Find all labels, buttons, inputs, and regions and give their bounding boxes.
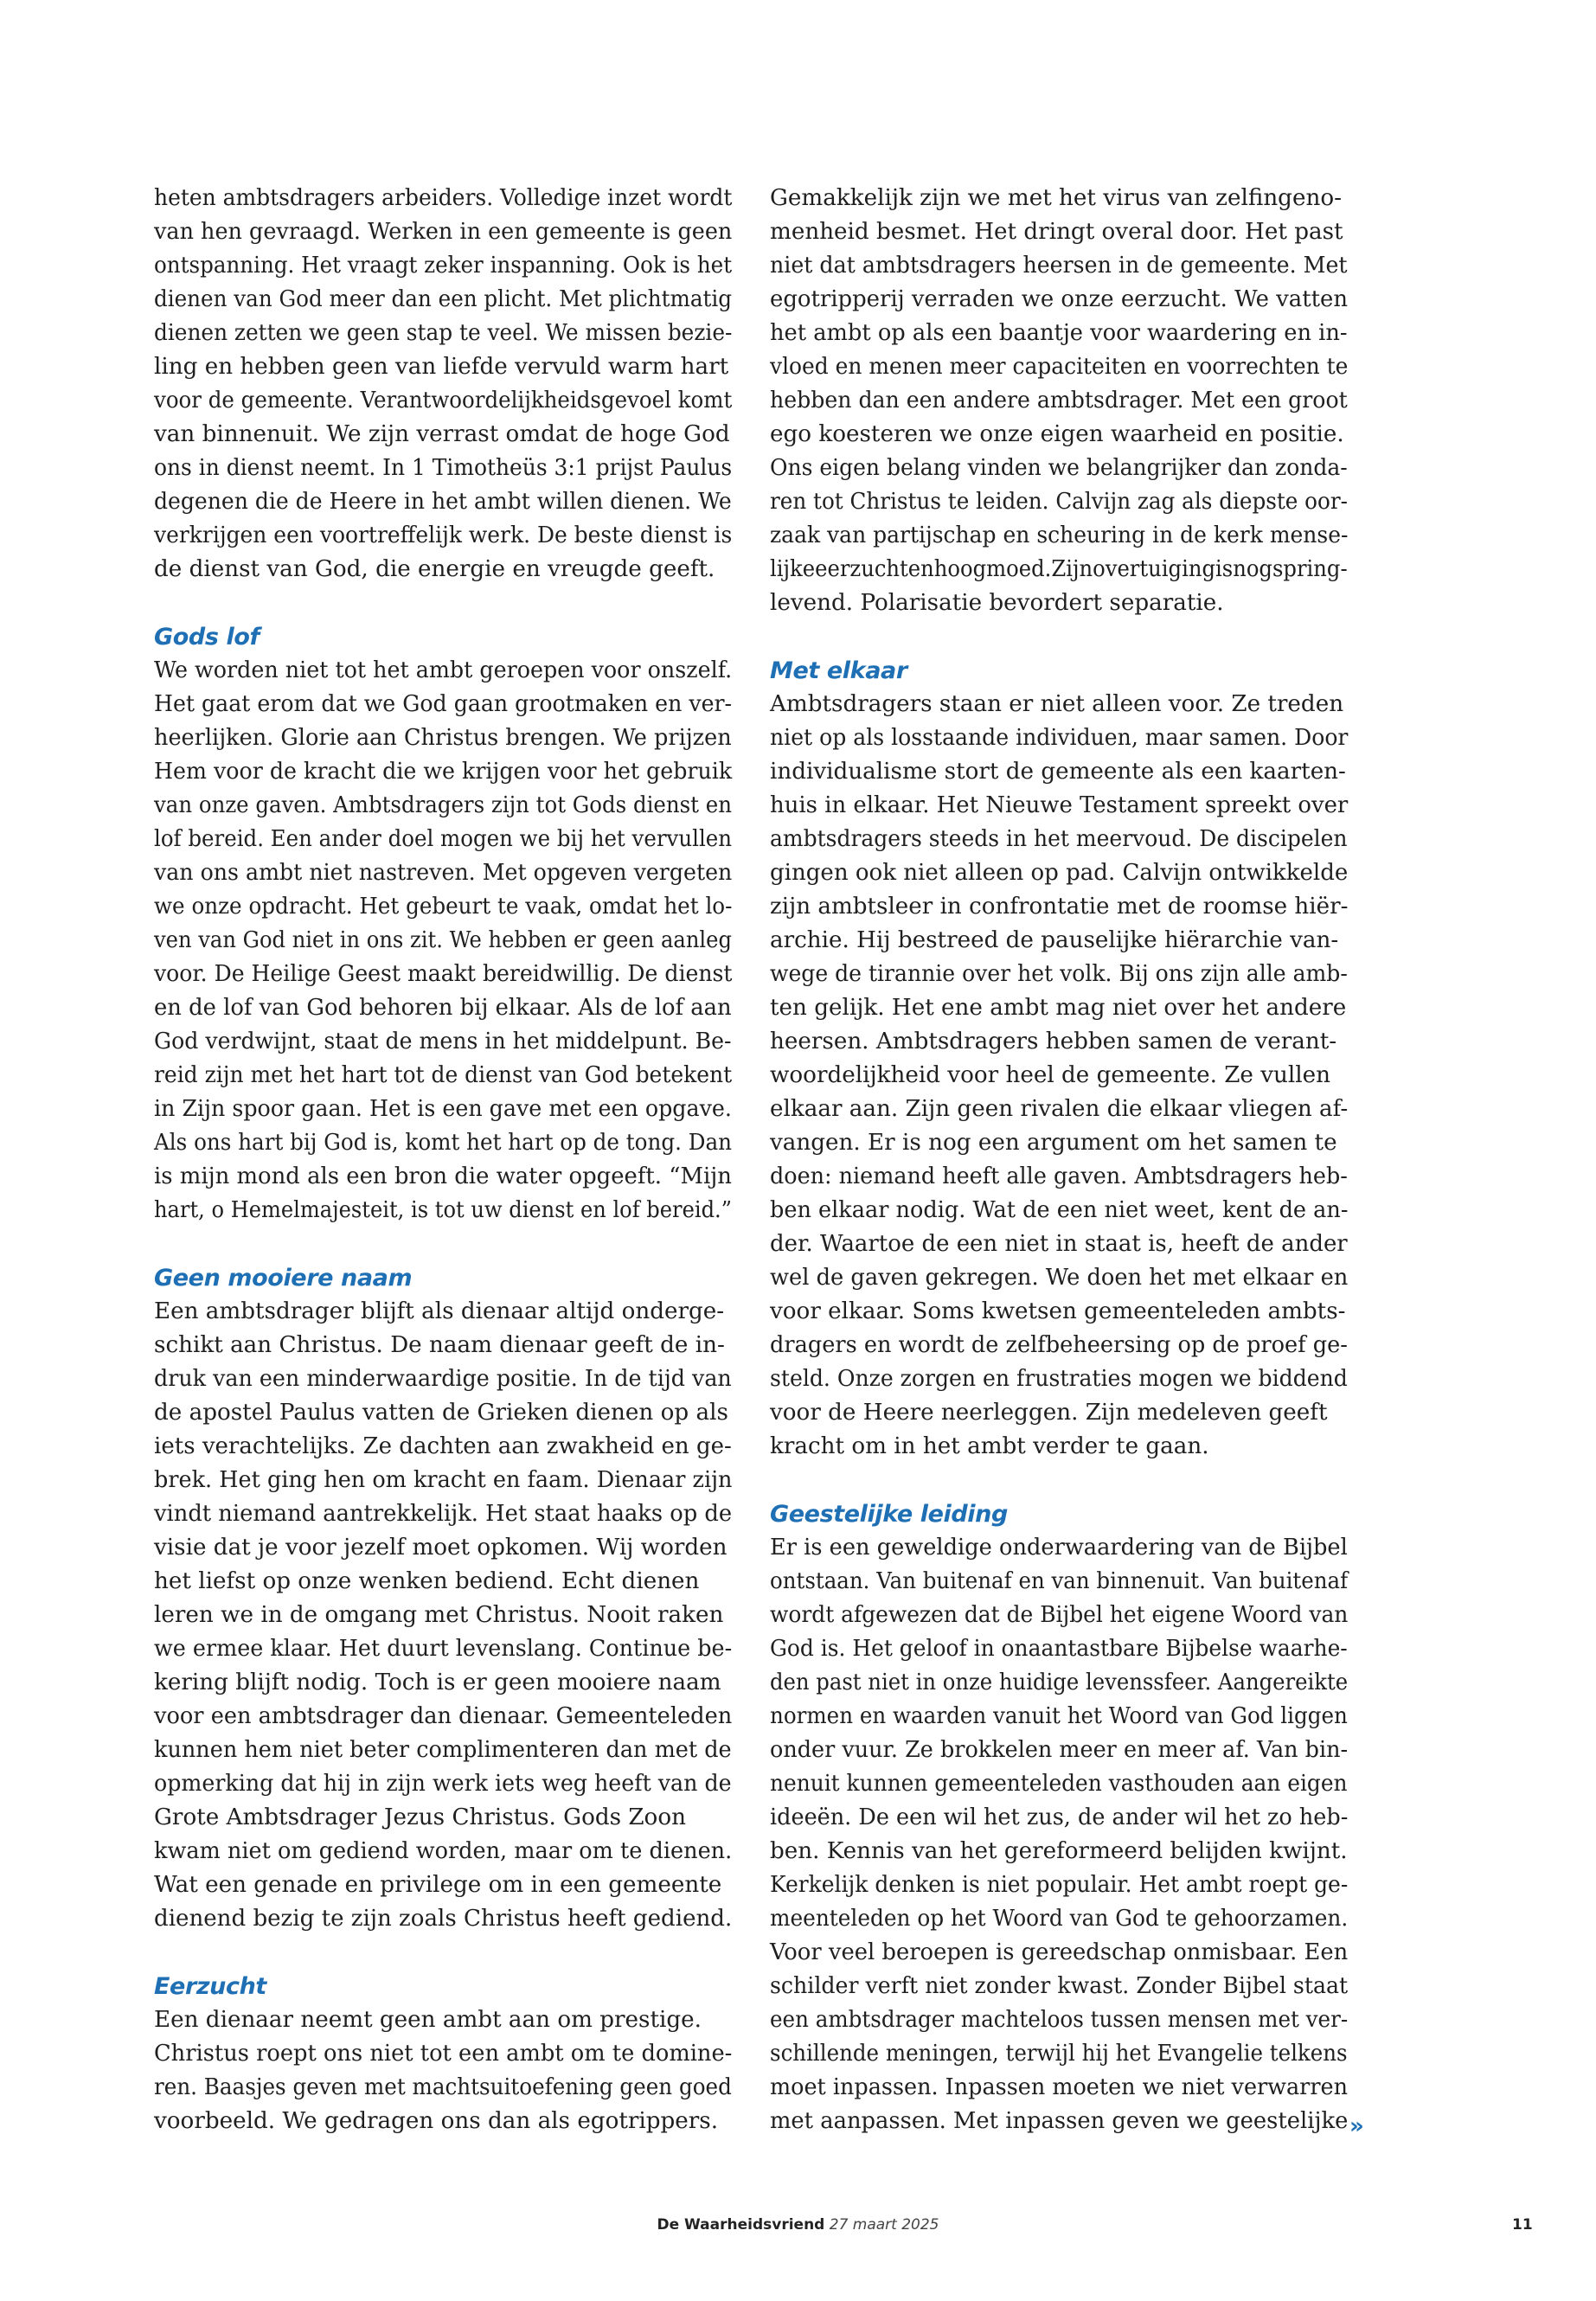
text-line: voorbeeld. We gedragen ons dan als egotrippers. (154, 2108, 719, 2134)
text-line: den past niet in onze huidige levenssfeer. Aangereikte (770, 1670, 1349, 1695)
right-column (770, 182, 1348, 2138)
text-line: archie. Hij bestreed de pauselijke hiërarchie van- (770, 927, 1339, 953)
text-line: der. Waartoe de een niet in staat is, heeft de ander (770, 1231, 1348, 1257)
paragraph (154, 654, 732, 1227)
paragraph (154, 182, 732, 586)
text-line: brek. Het ging hen om kracht en faam. Dienaar zijn (154, 1467, 733, 1493)
text-line: Wat een genade en privilege om in een gemeente (154, 1872, 722, 1898)
text-line: normen en waarden vanuit het Woord van God liggen (770, 1703, 1348, 1729)
text-line: Gemakkelijk zijn we met het virus van zelfingeno- (770, 185, 1342, 211)
text-line: de apostel Paulus vatten de Grieken dienen op als (154, 1400, 728, 1426)
text-line: God is. Het geloof in onaantastbare Bijbelse waarhe- (770, 1636, 1348, 1662)
text-line: ven van God niet in ons zit. We hebben er geen aanleg (154, 927, 732, 953)
text-line: voor een ambtsdrager dan dienaar. Gemeenteleden (154, 1703, 733, 1729)
text-line: visie dat je voor jezelf moet opkomen. Wij worden (154, 1535, 727, 1561)
text-line: opmerking dat hij in zijn werk iets weg heeft van de (154, 1771, 732, 1797)
paragraph (154, 2003, 732, 2138)
text-line: dragers en wordt de zelfbeheersing op de proef ge- (770, 1332, 1348, 1358)
text-line: zijn ambtsleer in confrontatie met de roomse hiër- (770, 894, 1349, 920)
paragraph (770, 182, 1348, 620)
text-line: de dienst van God, die energie en vreugde geeft. (154, 556, 715, 582)
text-line: ren. Baasjes geven met machtsuitoefening geen goed (154, 2074, 732, 2100)
text-line: we onze opdracht. Het gebeurt te vaak, omdat het lo- (154, 894, 733, 920)
text-line: Een dienaar neemt geen ambt aan om prestige. (154, 2007, 702, 2033)
text-line: in Zijn spoor gaan. Het is een gave met een opgave. (154, 1096, 732, 1122)
text-line: ideeën. De een wil het zus, de ander wil het zo heb- (770, 1804, 1349, 1830)
text-line: voor de Heere neerleggen. Zijn medeleven geeft (770, 1400, 1328, 1426)
text-line: Grote Ambtsdrager Jezus Christus. Gods Zoon (154, 1804, 686, 1830)
text-line: Het gaat erom dat we God gaan grootmaken en ver- (154, 691, 733, 717)
text-line: ambtsdragers steeds in het meervoud. De discipelen (770, 826, 1348, 852)
text-line: Christus roept ons niet tot een ambt om te domine- (154, 2041, 733, 2067)
text-line: Er is een geweldige onderwaardering van de Bijbel (770, 1535, 1348, 1561)
text-line: iets verachtelijks. Ze dachten aan zwakheid en ge- (154, 1433, 732, 1459)
text-line: woordelijkheid voor heel de gemeente. Ze vullen (770, 1062, 1331, 1088)
page-footer (0, 2216, 1596, 2234)
text-line: steld. Onze zorgen en frustraties mogen we biddend (770, 1366, 1348, 1392)
paragraph (770, 1531, 1348, 2138)
text-line: Als ons hart bij God is, komt het hart op de tong. Dan (154, 1130, 732, 1156)
text-line: verkrijgen een voortreffelijk werk. De beste dienst is (154, 522, 733, 548)
left-column (154, 182, 732, 2138)
text-line: hart, o Hemelmajesteit, is tot uw dienst en lof bereid.” (154, 1197, 733, 1223)
paragraph (770, 688, 1348, 1464)
text-line: heten ambtsdragers arbeiders. Volledige inzet wordt (154, 185, 733, 211)
text-line: vloed en menen meer capaciteiten en voorrechten te (770, 354, 1349, 380)
text-line: zaak van partijschap en scheuring in de kerk mense- (770, 522, 1349, 548)
text-line: heerlijken. Glorie aan Christus brengen. We prijzen (154, 725, 732, 751)
text-line: ben elkaar nodig. Wat de een niet weet, kent de an- (770, 1197, 1349, 1223)
text-line: Kerkelijk denken is niet populair. Het ambt roept ge- (770, 1872, 1349, 1898)
text-line: dienen van God meer dan een plicht. Met plichtmatig (154, 286, 733, 312)
text-line: Ambtsdragers staan er niet alleen voor. Ze treden (770, 691, 1344, 717)
text-line: lijkeeerzuchtenhoogmoed.Zijnovertuigingisnogspring- (770, 556, 1348, 582)
text-line: een ambtsdrager machteloos tussen mensen met ver- (770, 2007, 1349, 2033)
text-line: Hem voor de kracht die we krijgen voor het gebruik (154, 759, 733, 785)
magazine-title: De Waarheidsvriend (657, 2216, 825, 2234)
text-line: ontspanning. Het vraagt zeker inspanning. Ook is het (154, 253, 733, 279)
text-line: ling en hebben geen van liefde vervuld warm hart (154, 354, 729, 380)
text-line: schilder verft niet zonder kwast. Zonder Bijbel staat (770, 1973, 1349, 1999)
paragraph (154, 1295, 732, 1936)
text-line: moet inpassen. Inpassen moeten we niet verwarren (770, 2074, 1348, 2100)
text-line: niet dat ambtsdragers heersen in de gemeente. Met (770, 253, 1348, 279)
text-line: wordt afgewezen dat de Bijbel het eigene Woord van (770, 1602, 1349, 1628)
text-line: van onze gaven. Ambtsdragers zijn tot Gods dienst en (154, 792, 732, 818)
text-line: menheid besmet. Het dringt overal door. Het past (770, 219, 1343, 245)
text-line: levend. Polarisatie bevordert separatie. (770, 590, 1224, 616)
text-line: ten gelijk. Het ene ambt mag niet over het andere (770, 995, 1347, 1021)
text-line: huis in elkaar. Het Nieuwe Testament spreekt over (770, 792, 1349, 818)
text-line: dienend bezig te zijn zoals Christus heeft gediend. (154, 1906, 733, 1932)
text-line: ego koesteren we onze eigen waarheid en positie. (770, 421, 1344, 447)
text-line: Ons eigen belang vinden we belangrijker dan zonda- (770, 455, 1348, 481)
text-line: is mijn mond als een bron die water opgeeft. “Mijn (154, 1163, 732, 1189)
text-line: vangen. Er is nog een argument om het samen te (770, 1130, 1337, 1156)
text-line: leren we in de omgang met Christus. Nooit raken (154, 1602, 724, 1628)
text-line: het liefst op onze wenken bediend. Echt dienen (154, 1568, 700, 1594)
text-line: voor de gemeente. Verantwoordelijkheidsgevoel komt (154, 388, 733, 413)
text-line: lof bereid. Een ander doel mogen we bij het vervullen (154, 826, 733, 852)
text-line: onder vuur. Ze brokkelen meer en meer af. Van bin- (770, 1737, 1349, 1763)
text-line: kracht om in het ambt verder te gaan. (770, 1433, 1209, 1459)
text-line: niet op als losstaande individuen, maar samen. Door (770, 725, 1349, 751)
text-line: ons in dienst neemt. In 1 Timotheüs 3:1 prijst Paulus (154, 455, 733, 481)
text-line: degenen die de Heere in het ambt willen dienen. We (154, 489, 732, 515)
text-line: individualisme stort de gemeente als een kaarten- (770, 759, 1346, 785)
text-line: wege de tirannie over het volk. Bij ons zijn alle amb- (770, 961, 1348, 987)
text-line: ren tot Christus te leiden. Calvijn zag als diepste oor- (770, 489, 1348, 515)
text-line: en de lof van God behoren bij elkaar. Als de lof aan (154, 995, 732, 1021)
text-line: van binnenuit. We zijn verrast omdat de hoge God (154, 421, 730, 447)
text-line: meenteleden op het Woord van God te gehoorzamen. (770, 1906, 1349, 1932)
text-line: egotripperij verraden we onze eerzucht. We vatten (770, 286, 1348, 312)
text-line: kunnen hem niet beter complimenteren dan met de (154, 1737, 732, 1763)
section-heading: Eerzucht (154, 1973, 266, 2000)
section-heading: Gods lof (154, 624, 260, 651)
text-line: voor elkaar. Soms kwetsen gemeenteleden ambts- (770, 1298, 1346, 1324)
text-line: kwam niet om gediend worden, maar om te dienen. (154, 1838, 733, 1864)
text-line: God verdwijnt, staat de mens in het middelpunt. Be- (154, 1029, 732, 1054)
issue-date: 27 maart 2025 (829, 2216, 939, 2234)
text-line: We worden niet tot het ambt geroepen voor onszelf. (154, 657, 733, 683)
text-line: vindt niemand aantrekkelijk. Het staat haaks op de (154, 1501, 733, 1527)
continue-arrow-icon: » (1349, 2113, 1364, 2139)
text-line: schillende meningen, terwijl hij het Evangelie telkens (770, 2041, 1348, 2067)
text-line: ben. Kennis van het gereformeerd belijden kwijnt. (770, 1838, 1348, 1864)
text-line: reid zijn met het hart tot de dienst van God betekent (154, 1062, 733, 1088)
text-line: we ermee klaar. Het duurt levenslang. Continue be- (154, 1636, 733, 1662)
text-line: druk van een minderwaardige positie. In de tijd van (154, 1366, 732, 1392)
text-line: het ambt op als een baantje voor waardering en in- (770, 320, 1348, 346)
text-line: hebben dan een andere ambtsdrager. Met een groot (770, 388, 1348, 413)
text-line: doen: niemand heeft alle gaven. Ambtsdragers heb- (770, 1163, 1348, 1189)
text-line: schikt aan Christus. De naam dienaar geeft de in- (154, 1332, 725, 1358)
text-line: van ons ambt niet nastreven. Met opgeven vergeten (154, 860, 733, 886)
text-line: wel de gaven gekregen. We doen het met elkaar en (770, 1265, 1349, 1291)
text-line: met aanpassen. Met inpassen geven we geestelijke (770, 2108, 1349, 2134)
text-line: van hen gevraagd. Werken in een gemeente is geen (154, 219, 733, 245)
text-line: elkaar aan. Zijn geen rivalen die elkaar vliegen af- (770, 1096, 1349, 1122)
text-line: kering blijft nodig. Toch is er geen mooiere naam (154, 1670, 721, 1695)
text-line: gingen ook niet alleen op pad. Calvijn ontwikkelde (770, 860, 1349, 886)
section-heading: Geen mooiere naam (154, 1265, 413, 1292)
text-line: Voor veel beroepen is gereedschap onmisbaar. Een (770, 1939, 1349, 1965)
text-line: ontstaan. Van buitenaf en van binnenuit. Van buitenaf (770, 1568, 1349, 1594)
text-line: dienen zetten we geen stap te veel. We missen bezie- (154, 320, 733, 346)
text-line: Een ambtsdrager blijft als dienaar altijd onderge- (154, 1298, 725, 1324)
section-heading: Met elkaar (770, 657, 907, 684)
text-line: voor. De Heilige Geest maakt bereidwillig. De dienst (154, 961, 733, 987)
text-line: nenuit kunnen gemeenteleden vasthouden aan eigen (770, 1771, 1348, 1797)
text-line: heersen. Ambtsdragers hebben samen de verant- (770, 1029, 1337, 1054)
section-heading: Geestelijke leiding (770, 1501, 1008, 1528)
page-number: 11 (1512, 2216, 1533, 2234)
